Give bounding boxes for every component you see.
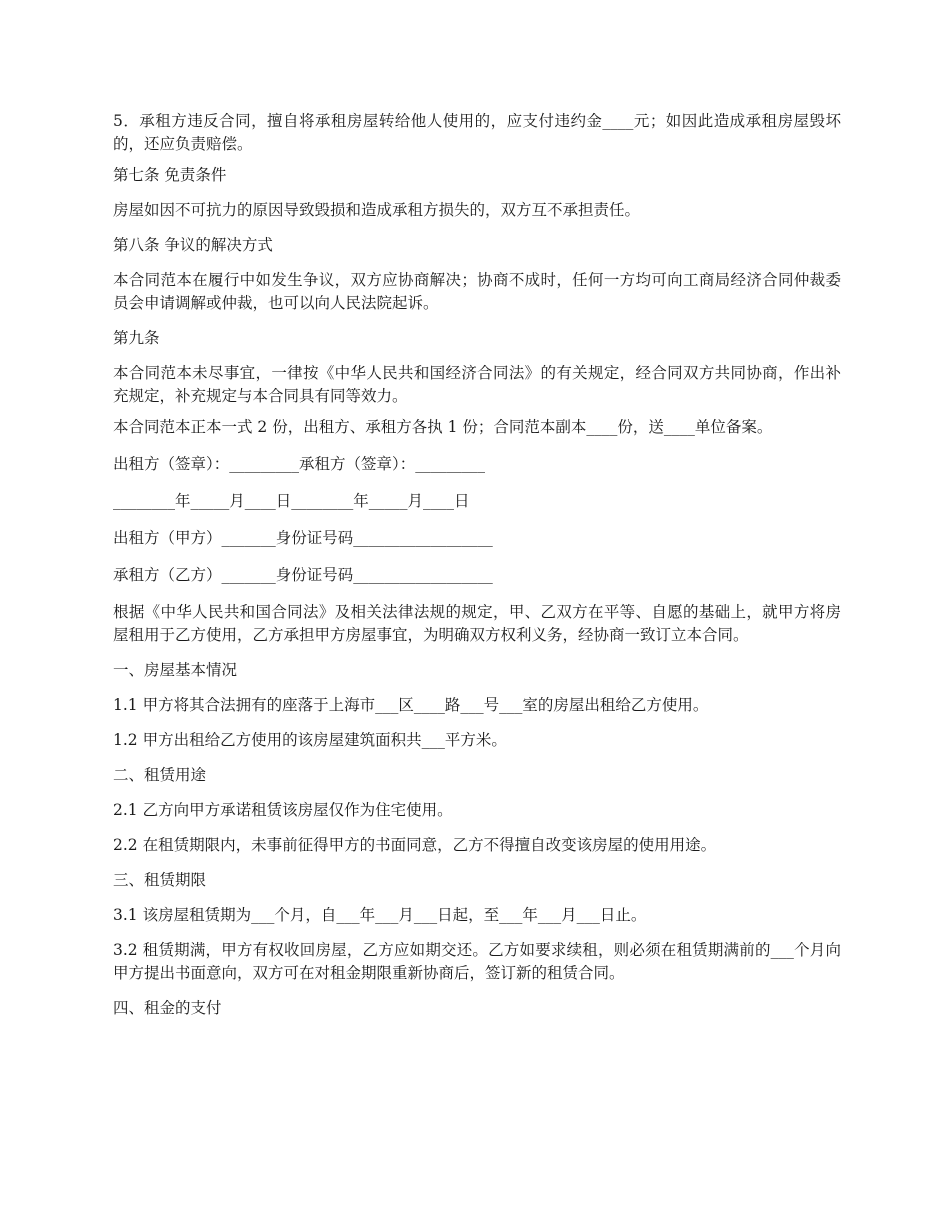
- article-9-heading: 第九条: [113, 329, 160, 347]
- clause-3-2: 3.2 租赁期满，甲方有权收回房屋，乙方应如期交还。乙方如要求续租，则必须在租赁期满前的___个月向甲方提出书面意向，双方可在对租金期限重新协商后，签订新的租赁合同。: [113, 941, 841, 982]
- signature-line: 出租方（签章）：_________承租方（签章）：_________: [113, 455, 486, 473]
- lessor-id-line: 出租方（甲方）_______身份证号码__________________: [113, 529, 493, 547]
- article-7-heading: 第七条 免责条件: [113, 166, 227, 184]
- section-4-heading: 四、租金的支付: [113, 999, 222, 1017]
- article-7-body: 房屋如因不可抗力的原因导致毁损和造成承租方损失的，双方互不承担责任。: [113, 201, 641, 219]
- date-line: ________年_____月____日________年_____月____日: [113, 492, 470, 510]
- clause-1-2: 1.2 甲方出租给乙方使用的该房屋建筑面积共___平方米。: [113, 731, 507, 749]
- section-2-heading: 二、租赁用途: [113, 766, 207, 784]
- clause-3-1: 3.1 该房屋租赁期为___个月，自___年___月___日起，至___年___月___日止。: [113, 906, 647, 924]
- clause-1-1: 1.1 甲方将其合法拥有的座落于上海市___区____路___号___室的房屋出租给乙方使用。: [113, 696, 709, 714]
- article-9-body: 本合同范本未尽事宜，一律按《中华人民共和国经济合同法》的有关规定，经合同双方共同协商，作出补充规定，补充规定与本合同具有同等效力。: [113, 364, 841, 405]
- copies-clause: 本合同范本正本一式 2 份，出租方、承租方各执 1 份；合同范本副本____份，送____单位备案。: [113, 418, 773, 436]
- clause-2-2: 2.2 在租赁期限内，未事前征得甲方的书面同意，乙方不得擅自改变该房屋的使用用途。: [113, 836, 717, 854]
- article-8-heading: 第八条 争议的解决方式: [113, 236, 273, 254]
- article-8-body: 本合同范本在履行中如发生争议，双方应协商解决；协商不成时，任何一方均可向工商局经济合同仲裁委员会申请调解或仲裁，也可以向人民法院起诉。: [113, 271, 841, 312]
- document-page: [113, 110, 841, 1032]
- clause-2-1: 2.1 乙方向甲方承诺租赁该房屋仅作为住宅使用。: [113, 801, 453, 819]
- preamble: 根据《中华人民共和国合同法》及相关法律法规的规定，甲、乙双方在平等、自愿的基础上，就甲方将房屋租用于乙方使用，乙方承担甲方房屋事宜，为明确双方权利义务，经协商一致订立本合同。: [113, 603, 841, 644]
- lessee-id-line: 承租方（乙方）_______身份证号码__________________: [113, 566, 493, 584]
- penalty-clause-5: 5．承租方违反合同，擅自将承租房屋转给他人使用的，应支付违约金____元；如因此造成承租房屋毁坏的，还应负责赔偿。: [113, 112, 841, 153]
- section-3-heading: 三、租赁期限: [113, 871, 207, 889]
- section-1-heading: 一、房屋基本情况: [113, 661, 238, 679]
